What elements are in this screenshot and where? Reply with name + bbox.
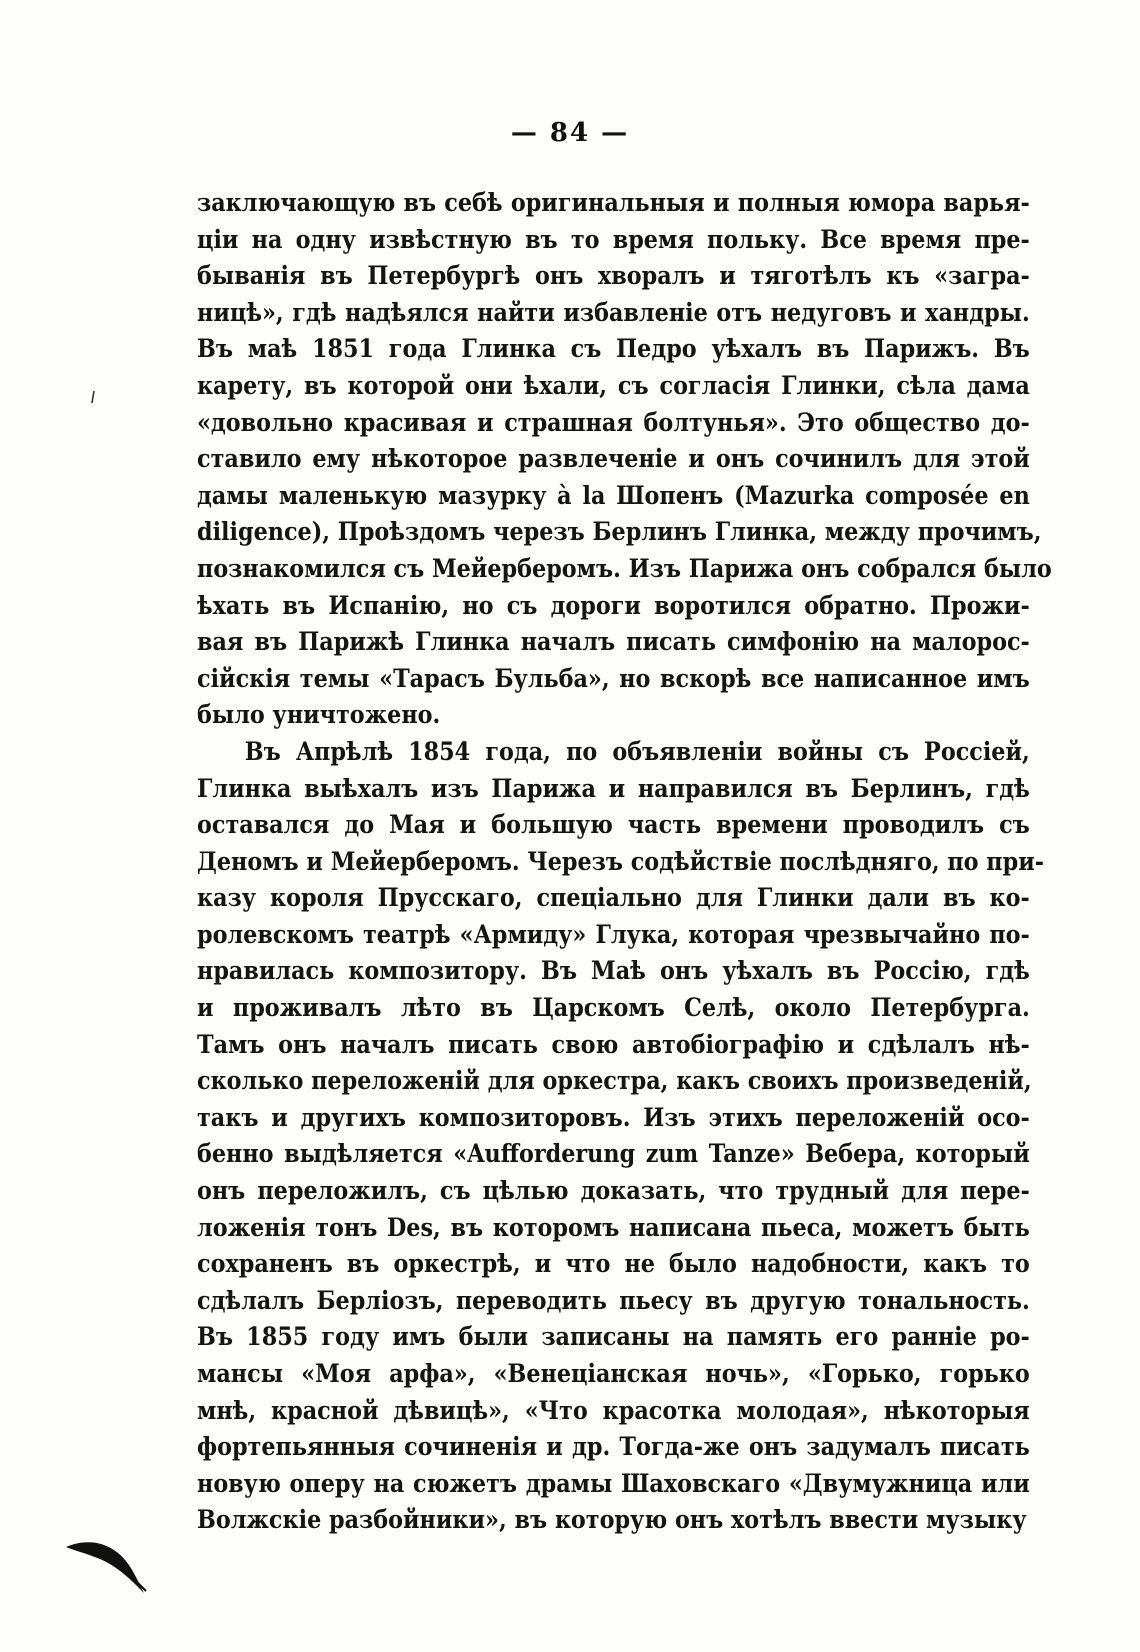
text-line: вая въ Парижѣ Глинка началъ писать симфонію на малорос- bbox=[197, 626, 1030, 657]
text-line: Тамъ онъ началъ писать свою автобіографію и сдѣлалъ нѣ- bbox=[197, 1028, 1030, 1059]
text-line: и проживалъ лѣто въ Царскомъ Селѣ, около Петербурга. bbox=[197, 992, 1030, 1023]
text-line: новую оперу на сюжетъ драмы Шаховскаго «Двумужница или bbox=[197, 1467, 1030, 1498]
text-line: было уничтожено. bbox=[197, 699, 441, 730]
text-line: ѣхать въ Испанію, но съ дороги воротился обратно. Прожи- bbox=[197, 589, 1030, 620]
text-line: онъ переложилъ, съ цѣлью доказать, что трудный для пере- bbox=[197, 1175, 1030, 1206]
text-line: Волжскіе разбойники», въ которую онъ хотѣлъ ввести музыку bbox=[197, 1504, 1027, 1535]
text-line: Деномъ и Мейерберомъ. Черезъ содѣйствіе послѣдняго, по при- bbox=[197, 845, 1045, 876]
text-line: ставило ему нѣкоторое развлеченіе и онъ сочинилъ для этой bbox=[197, 443, 1030, 474]
text-line: казу короля Прусскаго, спеціально для Глинки дали въ ко- bbox=[197, 882, 1030, 913]
text-line: фортепьянныя сочиненія и др. Тогда-же онъ задумалъ писать bbox=[197, 1431, 1030, 1462]
text-line: сійскія темы «Тарасъ Бульба», но вскорѣ все написанное имъ bbox=[197, 662, 1030, 693]
text-line: ціи на одну извѣстную въ то время польку. Все время пре- bbox=[197, 223, 1030, 254]
page-number: — 84 — bbox=[510, 118, 630, 148]
text-line: Въ маѣ 1851 года Глинка съ Педро уѣхалъ въ Парижъ. Въ bbox=[197, 333, 1030, 364]
text-line: мнѣ, красной дѣвицѣ», «Что красотка молодая», нѣкоторыя bbox=[197, 1394, 1030, 1425]
text-line: «довольно красивая и страшная болтунья». Это общество до- bbox=[197, 406, 1030, 437]
text-line: сдѣлалъ Берліозъ, переводить пьесу въ другую тональность. bbox=[197, 1284, 1030, 1315]
text-line: сохраненъ въ оркестрѣ, и что не было надобности, какъ то bbox=[197, 1248, 1030, 1279]
text-line: ложенія тонъ Des, въ которомъ написана пьеса, можетъ быть bbox=[197, 1211, 1030, 1242]
text-line: ницѣ», гдѣ надѣялся найти избавленіе отъ недуговъ и хандры. bbox=[197, 296, 1030, 327]
text-line: сколько переложеній для оркестра, какъ своихъ произведеній, bbox=[197, 1065, 1032, 1096]
text-line: Въ Апрѣлѣ 1854 года, по объявленіи войны съ Россіей, bbox=[244, 735, 1030, 766]
text-line: бенно выдѣляется «Aufforderung zum Tanze» Вебера, который bbox=[197, 1138, 1030, 1169]
text-line: Глинка выѣхалъ изъ Парижа и направился въ Берлинъ, гдѣ bbox=[197, 772, 1030, 803]
text-line: познакомился съ Мейерберомъ. Изъ Парижа онъ собрался было bbox=[197, 552, 1052, 583]
text-line: дамы маленькую мазурку à la Шопенъ (Mazurka composée en bbox=[197, 479, 1030, 510]
text-line: diligence), Проѣздомъ черезъ Берлинъ Глинка, между прочимъ, bbox=[197, 516, 1042, 547]
text-line: Въ 1855 году имъ были записаны на память его ранніе ро- bbox=[197, 1321, 1030, 1352]
body-text bbox=[197, 184, 1052, 1538]
text-line: карету, въ которой они ѣхали, съ согласія Глинки, сѣла дама bbox=[197, 369, 1030, 400]
text-line: оставался до Мая и большую часть времени проводилъ съ bbox=[197, 809, 1030, 840]
stray-ink-mark bbox=[90, 390, 96, 404]
text-line: ролевскомъ театрѣ «Армиду» Глука, которая чрезвычайно по- bbox=[197, 918, 1030, 949]
text-line: заключающую въ себѣ оригинальныя и полныя юмора варья- bbox=[197, 187, 1030, 217]
quill-ink-mark bbox=[66, 1535, 152, 1595]
text-line: такъ и другихъ композиторовъ. Изъ этихъ переложеній осо- bbox=[197, 1101, 1030, 1132]
text-line: мансы «Моя арфа», «Венеціанская ночь», «Горько, горько bbox=[197, 1358, 1030, 1388]
text-line: быванія въ Петербургѣ онъ хворалъ и тяготѣлъ къ «загра- bbox=[197, 260, 1030, 291]
text-line: нравилась композитору. Въ Маѣ онъ уѣхалъ въ Россію, гдѣ bbox=[197, 955, 1030, 986]
